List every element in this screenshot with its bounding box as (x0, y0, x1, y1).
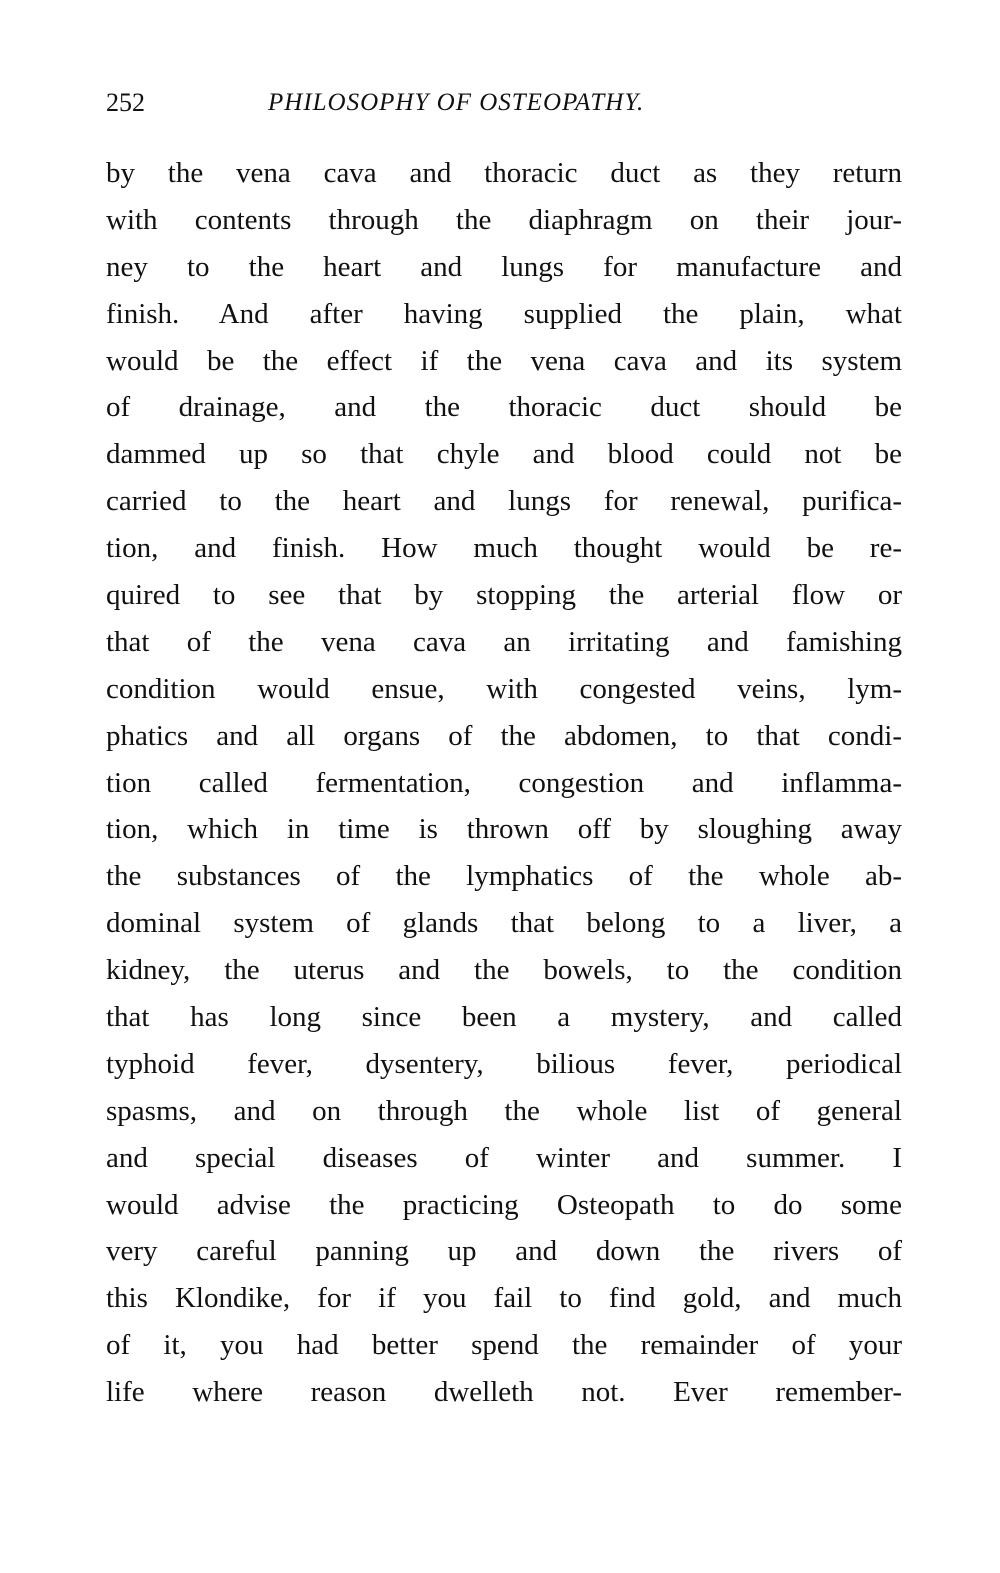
text-line: phatics and all organs of the abdomen, to that condi- (106, 719, 902, 752)
text-line: would advise the practicing Osteopath to do some (106, 1188, 902, 1221)
text-line: very careful panning up and down the rivers of (106, 1235, 902, 1268)
text-line: tion called fermentation, congestion and inflamma- (106, 766, 902, 799)
text-line: ney to the heart and lungs for manufacture and (106, 250, 902, 283)
text-line: life where reason dwelleth not. Ever remember- (106, 1376, 902, 1409)
text-line: kidney, the uterus and the bowels, to the condition (106, 954, 902, 987)
text-line: that of the vena cava an irritating and famishing (106, 625, 902, 658)
text-line: with contents through the diaphragm on their jour- (106, 203, 902, 236)
text-line: dominal system of glands that belong to a liver, a (106, 907, 902, 940)
text-line: quired to see that by stopping the arterial flow or (106, 579, 902, 612)
running-title: PHILOSOPHY OF OSTEOPATHY. (268, 89, 645, 116)
text-line: dammed up so that chyle and blood could not be (106, 438, 902, 471)
text-line: tion, and finish. How much thought would be re- (106, 532, 902, 565)
text-line: and special diseases of winter and summer. I (106, 1141, 902, 1174)
text-line: spasms, and on through the whole list of general (106, 1094, 902, 1127)
text-line: this Klondike, for if you fail to find gold, and much (106, 1282, 902, 1315)
page-header (106, 86, 896, 126)
text-line: the substances of the lymphatics of the whole ab- (106, 860, 902, 893)
text-line: tion, which in time is thrown off by sloughing away (106, 813, 902, 846)
text-line: condition would ensue, with congested veins, lym- (106, 672, 902, 705)
body-text (106, 150, 902, 1416)
text-line: of it, you had better spend the remainder of your (106, 1329, 902, 1362)
text-line: typhoid fever, dysentery, bilious fever, periodical (106, 1047, 902, 1080)
text-line: that has long since been a mystery, and called (106, 1001, 902, 1034)
page-number: 252 (106, 88, 145, 117)
text-line: of drainage, and the thoracic duct should be (106, 391, 902, 424)
text-line: by the vena cava and thoracic duct as they return (106, 157, 902, 189)
text-line: finish. And after having supplied the plain, what (106, 297, 902, 330)
text-line: would be the effect if the vena cava and its system (106, 344, 902, 377)
text-line: carried to the heart and lungs for renewal, purifica- (106, 485, 902, 518)
